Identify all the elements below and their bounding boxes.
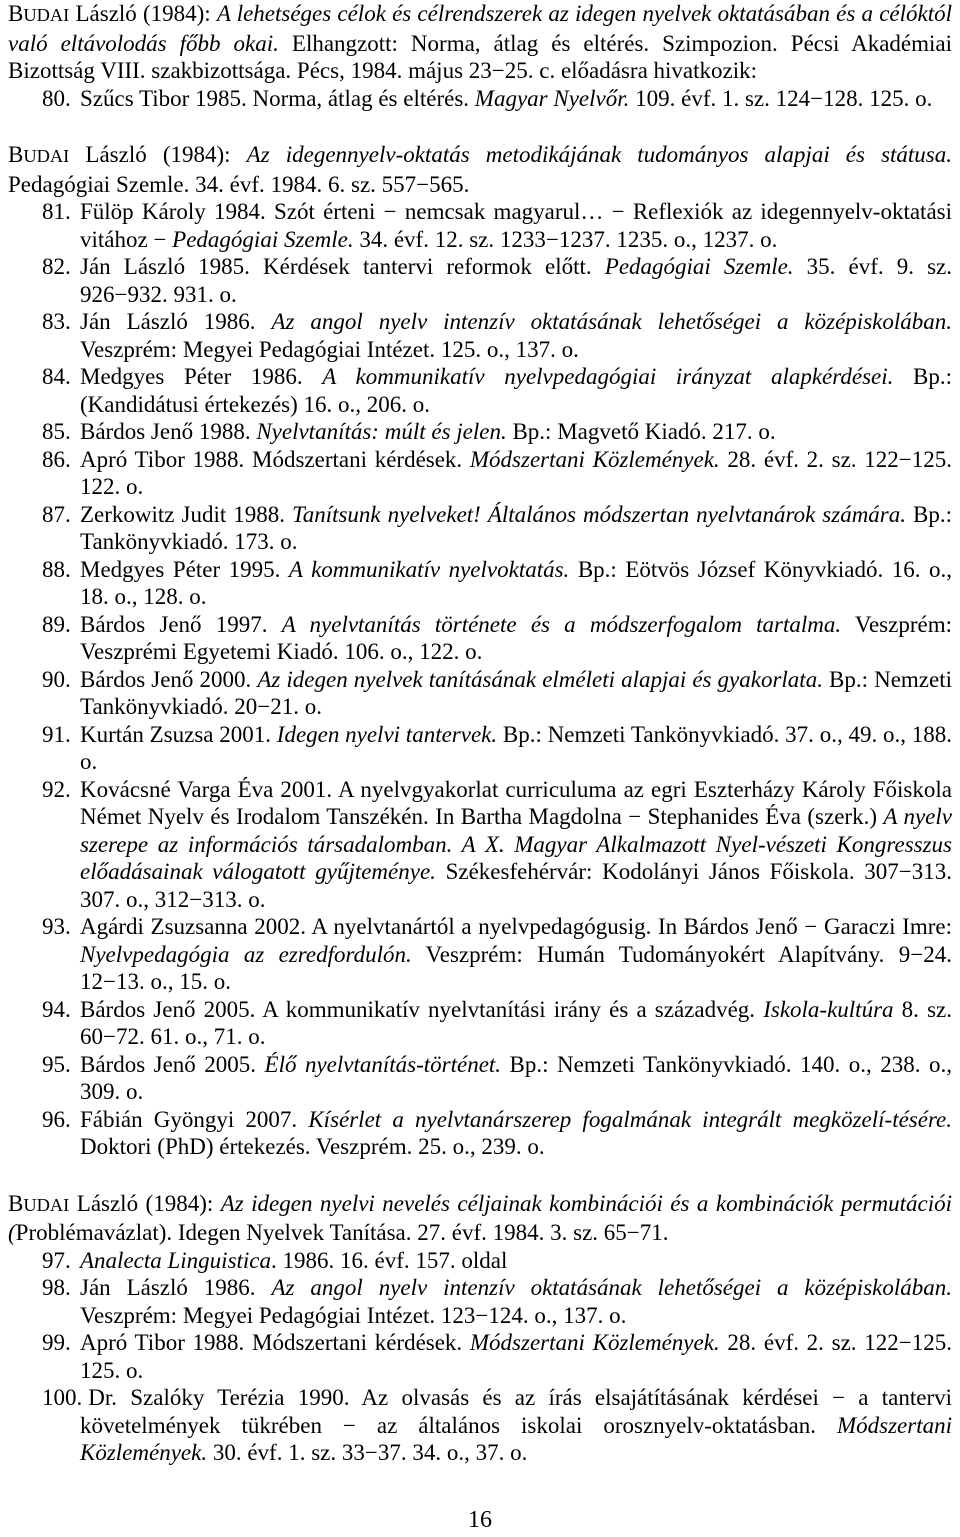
- reference-item: [42, 1247, 952, 1275]
- reference-item: [42, 913, 952, 996]
- title-text: Az idegennyelv-oktatás metodikájának tudományos alapjai és státusa.: [246, 142, 953, 167]
- citations-section: [8, 0, 952, 112]
- title-text: Módszertani Közlemények.: [469, 446, 720, 472]
- title-text: Iskola-kultúra: [763, 996, 894, 1022]
- entry-text: Bárdos Jenő 1997.: [80, 611, 282, 637]
- item-number: 84.: [42, 364, 71, 389]
- title-text: A kommunikatív nyelvoktatás.: [288, 556, 570, 582]
- reference-item: [42, 1274, 952, 1329]
- entry-text: Bp.: Eötvös József Könyvkiadó. 16. o., 18. o., 128. o.: [80, 556, 953, 609]
- bibliography-page: [8, 0, 952, 1467]
- entry-text: Bárdos Jenő 2000.: [80, 666, 258, 692]
- title-text: Nyelvpedagógia az ezredfordulón.: [80, 941, 412, 967]
- title-text: Pedagógiai Szemle.: [172, 226, 354, 252]
- entry-text: Pedagógiai Szemle. 34. évf. 1984. 6. sz. 557−565.: [8, 171, 470, 197]
- entry-text: Ján László 1985. Kérdések tantervi reformok előtt.: [80, 254, 605, 279]
- item-number: 93.: [42, 914, 71, 939]
- item-number: 97.: [42, 1247, 71, 1273]
- entry-text: . 1986. 16. évf. 157. oldal: [271, 1247, 508, 1273]
- title-text: A nyelvtanítás története és a módszerfogalom tartalma.: [281, 611, 842, 637]
- entry-text: Medgyes Péter 1986.: [80, 364, 323, 389]
- title-text: Nyelvtanítás: múlt és jelen.: [256, 419, 507, 444]
- item-number: 89.: [42, 611, 71, 637]
- reference-item: [42, 1384, 952, 1467]
- entry-text: Veszprém: Humán Tudományokért Alapítvány. 9−24. 12−13. o., 15. o.: [80, 941, 952, 994]
- title-text: Magyar Nyelvőr.: [474, 85, 630, 111]
- entry-text: Szűcs Tibor 1985. Norma, átlag és eltérés.: [80, 85, 475, 111]
- entry-text: Bp.: Nemzeti Tankönyvkiadó. 20−21. o.: [80, 666, 952, 719]
- title-text: Kísérlet a nyelvtanárszerep fogalmának integrált megközelí-tésére.: [308, 1106, 953, 1132]
- entry-text: Székesfehérvár: Kodolányi János Főiskola. 307−313. 307. o., 312−313. o.: [80, 859, 952, 912]
- citations-section: [8, 141, 952, 1161]
- item-number: 80.: [42, 85, 71, 111]
- entry-text: 30. évf. 1. sz. 33−37. 34. o., 37. o.: [207, 1440, 528, 1465]
- reference-item: [42, 1106, 952, 1161]
- source-reference: [8, 141, 952, 198]
- entry-text: Agárdi Zsuzsanna 2002. A nyelvtanártól a nyelvpedagógusig. In Bárdos Jenő − Garaczi Imre:: [80, 914, 952, 939]
- item-number: 99.: [42, 1330, 71, 1355]
- item-number: 88.: [42, 556, 71, 582]
- citing-works-list: [8, 1247, 952, 1467]
- item-number: 90.: [42, 666, 71, 692]
- reference-item: [42, 666, 952, 721]
- reference-item: [42, 721, 952, 776]
- item-number: 98.: [42, 1275, 71, 1300]
- entry-text: Elhangzott: Norma, átlag és eltérés. Szimpozion. Pécsi Akadémiai Bizottság VIII. szakbizottsága. Pécs, 1984. május 23−25. c. előadásra hivatkozik:: [8, 30, 952, 83]
- entry-text: Bárdos Jenő 2005. A kommunikatív nyelvtanítási irány és a századvég.: [80, 996, 764, 1022]
- item-number: 94.: [42, 996, 71, 1022]
- entry-text: Bp.: Nemzeti Tankönyvkiadó. 140. o., 238. o., 309. o.: [80, 1051, 952, 1104]
- entry-text: 28. évf. 2. sz. 122−125. 125. o.: [80, 1330, 952, 1383]
- title-text: Az angol nyelv intenzív oktatásának lehetőségei a középiskolában.: [271, 1275, 952, 1300]
- item-number: 86.: [42, 446, 71, 472]
- entry-text: Ján László 1986.: [80, 1275, 272, 1300]
- item-number: 87.: [42, 501, 71, 527]
- title-text: Analecta Linguistica: [80, 1247, 272, 1273]
- entry-text: Dr. Szalóky Terézia 1990. Az olvasás és az írás elsajátításának kérdései − a tantervi követelmények tükrében − az általános iskolai orosznyelv-oktatásban.: [80, 1385, 952, 1438]
- title-text: Az idegen nyelvek tanításának elméleti alapjai és gyakorlata.: [257, 666, 823, 692]
- entry-text: 34. évf. 12. sz. 1233−1237. 1235. o., 1237. o.: [353, 226, 778, 252]
- entry-text: Bárdos Jenő 1988.: [80, 419, 257, 444]
- reference-item: [42, 446, 952, 501]
- title-text: Idegen nyelvi tantervek.: [276, 721, 498, 747]
- reference-item: [42, 418, 952, 446]
- reference-item: [42, 996, 952, 1051]
- title-text: Pedagógiai Szemle.: [604, 254, 794, 279]
- item-number: 95.: [42, 1051, 71, 1077]
- item-number: 100.: [42, 1385, 83, 1410]
- title-text: Az idegen nyelvi nevelés céljainak kombinációi és a kombinációk permutációi (: [8, 1190, 952, 1245]
- title-text: Az angol nyelv intenzív oktatásának lehetőségei a középiskolában.: [271, 309, 952, 334]
- author-name: BUDAI: [8, 1190, 70, 1216]
- entry-text: Bp.: Nemzeti Tankönyvkiadó. 37. o., 49. o., 188. o.: [80, 721, 952, 774]
- title-text: A nyelv szerepe az információs társadalomban. A X. Magyar Alkalmazott Nyel-vészeti Kongresszus előadásainak válogatott gyűjteménye.: [80, 804, 952, 884]
- entry-text: Apró Tibor 1988. Módszertani kérdések.: [80, 1330, 470, 1355]
- entry-text: 35. évf. 9. sz. 926−932. 931. o.: [80, 254, 953, 307]
- entry-text: Zerkowitz Judit 1988.: [80, 501, 293, 527]
- entry-text: Fábián Gyöngyi 2007.: [80, 1106, 309, 1132]
- reference-item: [42, 1329, 952, 1384]
- entry-text: Problémavázlat). Idegen Nyelvek Tanítása. 27. évf. 1984. 3. sz. 65−71.: [15, 1220, 669, 1245]
- reference-item: [42, 363, 952, 418]
- source-reference: [8, 1190, 952, 1247]
- entry-text: Veszprém: Megyei Pedagógiai Intézet. 125. o., 137. o.: [80, 336, 579, 362]
- reference-item: [42, 253, 952, 308]
- item-number: 82.: [42, 254, 71, 279]
- entry-text: 28. évf. 2. sz. 122−125. 122. o.: [80, 446, 952, 499]
- entry-text: Medgyes Péter 1995.: [80, 556, 289, 582]
- reference-item: [42, 85, 952, 113]
- entry-text: 109. évf. 1. sz. 124−128. 125. o.: [629, 85, 933, 111]
- entry-text: Bárdos Jenő 2005.: [80, 1051, 265, 1077]
- title-text: Élő nyelvtanítás-történet.: [264, 1051, 502, 1077]
- title-text: Módszertani Közlemények.: [80, 1412, 952, 1465]
- author-name: BUDAI: [8, 1, 70, 26]
- entry-text: 8. sz. 60−72. 61. o., 71. o.: [80, 996, 952, 1049]
- citing-works-list: [8, 198, 952, 1161]
- entry-text: László (1984):: [69, 142, 247, 167]
- title-text: A lehetséges célok és célrendszerek az idegen nyelvek oktatásában és a célóktól való eltávolodás főbb okai.: [8, 1, 952, 56]
- title-text: Módszertani Közlemények.: [469, 1330, 720, 1355]
- item-number: 92.: [42, 776, 71, 802]
- page-number: 16: [468, 1507, 492, 1533]
- reference-item: [42, 501, 952, 556]
- item-number: 96.: [42, 1106, 71, 1132]
- entry-text: László (1984):: [69, 1, 217, 26]
- entry-text: Doktori (PhD) értekezés. Veszprém. 25. o., 239. o.: [80, 1134, 545, 1159]
- citations-section: [8, 1190, 952, 1467]
- entry-text: Bp.: Tankönyvkiadó. 173. o.: [80, 501, 953, 554]
- title-text: Tanítsunk nyelveket! Általános módszertan nyelvtanárok számára.: [292, 501, 907, 527]
- entry-text: László (1984):: [69, 1190, 221, 1216]
- source-reference: [8, 0, 952, 85]
- entry-text: Bp.: (Kandidátusi értekezés) 16. o., 206. o.: [80, 364, 953, 417]
- entry-text: Veszprém: Veszprémi Egyetemi Kiadó. 106. o., 122. o.: [80, 611, 952, 664]
- entry-text: Veszprém: Megyei Pedagógiai Intézet. 123−124. o., 137. o.: [80, 1302, 627, 1328]
- reference-item: [42, 556, 952, 611]
- item-number: 81.: [42, 199, 71, 224]
- citing-works-list: [8, 85, 952, 113]
- entry-text: Kurtán Zsuzsa 2001.: [80, 721, 277, 747]
- item-number: 83.: [42, 309, 71, 334]
- item-number: 91.: [42, 721, 71, 747]
- reference-item: [42, 776, 952, 914]
- entry-text: Bp.: Magvető Kiadó. 217. o.: [506, 419, 776, 444]
- item-number: 85.: [42, 419, 71, 444]
- entry-text: Ján László 1986.: [80, 309, 272, 334]
- reference-item: [42, 1051, 952, 1106]
- reference-item: [42, 611, 952, 666]
- entry-text: Kovácsné Varga Éva 2001. A nyelvgyakorlat curriculuma az egri Eszterházy Károly Főiskola Német Nyelv és Irodalom Tanszékén. In Bartha Magdolna − Stephanides Éva (szerk.): [80, 776, 952, 829]
- author-name: BUDAI: [8, 142, 70, 167]
- reference-item: [42, 198, 952, 253]
- title-text: A kommunikatív nyelvpedagógiai irányzat alapkérdései.: [322, 364, 894, 389]
- entry-text: Apró Tibor 1988. Módszertani kérdések.: [80, 446, 470, 472]
- reference-item: [42, 308, 952, 363]
- entry-text: Fülöp Károly 1984. Szót érteni − nemcsak magyarul… − Reflexiók az idegennyelv-oktatási vitához −: [80, 199, 952, 252]
